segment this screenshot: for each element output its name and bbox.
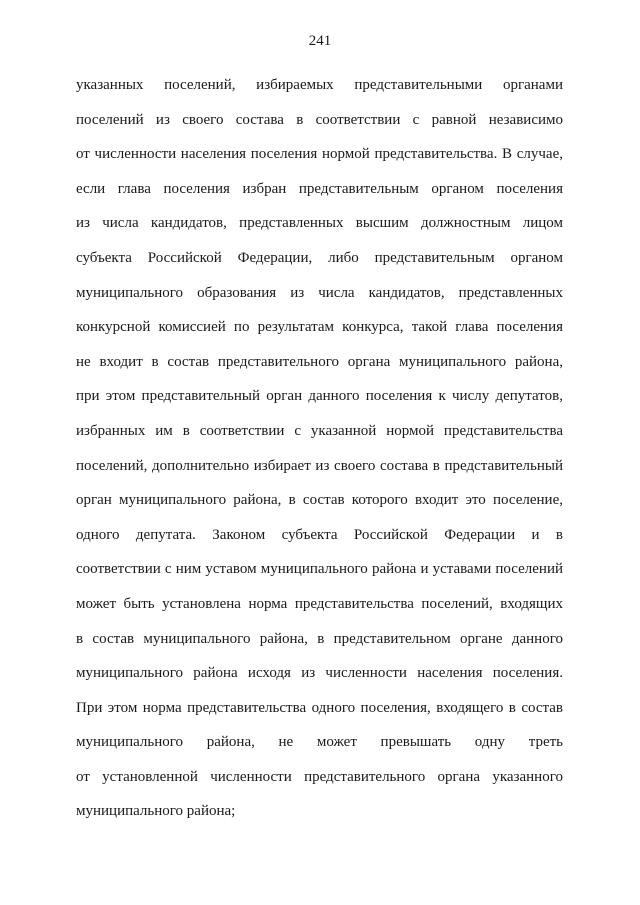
text-line: если глава поселения избран представительным органом поселения bbox=[76, 180, 563, 197]
text-line: от численности населения поселения нормой представительства. В случае, bbox=[76, 146, 563, 163]
text-line: поселений, дополнительно избирает из своего состава в представительный bbox=[76, 457, 563, 474]
text-line: в состав муниципального района, в представительном органе данного bbox=[76, 630, 563, 647]
text-line: указанных поселений, избираемых представительными органами bbox=[76, 77, 563, 93]
text-line: не входит в состав представительного органа муниципального района, bbox=[76, 353, 563, 370]
page-number: 241 bbox=[308, 33, 332, 49]
text-line: муниципального района исходя из численности населения поселения. bbox=[76, 665, 563, 682]
text-line: субъекта Российской Федерации, либо представительным органом bbox=[76, 249, 563, 266]
text-line: может быть установлена норма представительства поселений, входящих bbox=[76, 595, 563, 612]
text-line: муниципального образования из числа кандидатов, представленных bbox=[76, 284, 563, 301]
body-text bbox=[76, 68, 563, 829]
text-line: конкурсной комиссией по результатам конкурса, такой глава поселения bbox=[76, 319, 563, 336]
text-line: при этом представительный орган данного поселения к числу депутатов, bbox=[76, 388, 563, 405]
text-line: муниципального района; bbox=[76, 803, 236, 820]
text-line: орган муниципального района, в состав которого входит это поселение, bbox=[76, 492, 563, 509]
text-line: При этом норма представительства одного поселения, входящего в состав bbox=[76, 699, 563, 716]
text-line: поселений из своего состава в соответствии с равной независимо bbox=[76, 111, 563, 128]
text-line: избранных им в соответствии с указанной нормой представительства bbox=[76, 422, 563, 439]
text-line: соответствии с ним уставом муниципального района и уставами поселений bbox=[76, 561, 563, 578]
text-line: одного депутата. Законом субъекта Российской Федерации и в bbox=[76, 526, 563, 543]
text-line: от установленной численности представительного органа указанного bbox=[76, 768, 563, 785]
text-line: из числа кандидатов, представленных высшим должностным лицом bbox=[76, 215, 563, 232]
text-line: муниципального района, не может превышать одну треть bbox=[76, 734, 563, 751]
